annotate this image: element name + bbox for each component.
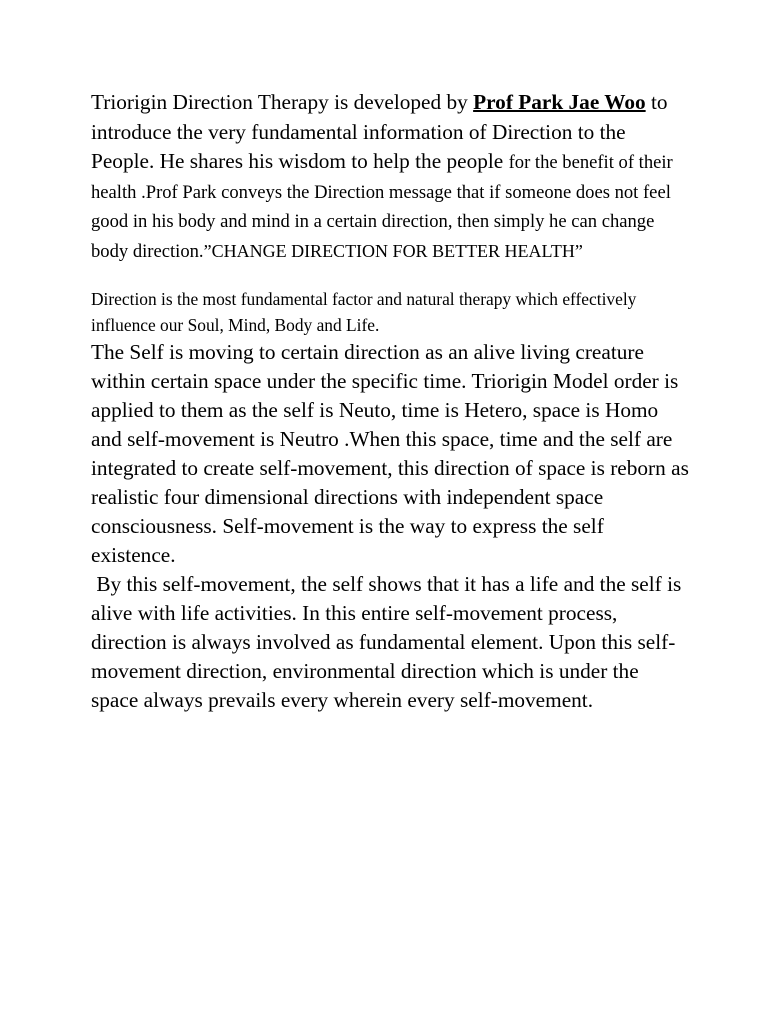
author-name: Prof Park Jae Woo bbox=[473, 90, 646, 114]
document-page bbox=[91, 88, 691, 715]
intro-paragraph bbox=[91, 88, 691, 265]
intro-small-text: for the benefit of their health .Prof Park conveys the Direction message that if someone does not feel good in his body and mind in a certain direction, then simply he can change body direction. bbox=[91, 152, 673, 262]
self-movement-paragraph: The Self is moving to certain direction as an alive living creature within certain space under the specific time. Triorigin Model order is applied to them as the self is Neuto, time is Hetero, space is Homo and self-movement is Neutro .When this space, time and the self are integrated to create self-movement, this direction of space is reborn as realistic four dimensional directions with independent space consciousness. Self-movement is the way to express the self existence. bbox=[91, 340, 689, 567]
intro-text: Triorigin Direction Therapy is developed by bbox=[91, 90, 474, 114]
slogan-text: ”CHANGE DIRECTION FOR BETTER HEALTH” bbox=[203, 240, 583, 261]
direction-definition-paragraph: Direction is the most fundamental factor and natural therapy which effectively influence our Soul, Mind, Body and Life. bbox=[91, 289, 637, 335]
life-activity-paragraph: By this self-movement, the self shows that it has a life and the self is alive with life activities. In this entire self-movement process, direction is always involved as fundamental element. Upon this self-movement direction, environmental direction which is under the space always prevails every wherein every self-movement. bbox=[91, 572, 682, 712]
intro-continuation: to introduce the very fundamental information of Direction to the People. He shares his wisdom to help the people bbox=[91, 90, 668, 173]
